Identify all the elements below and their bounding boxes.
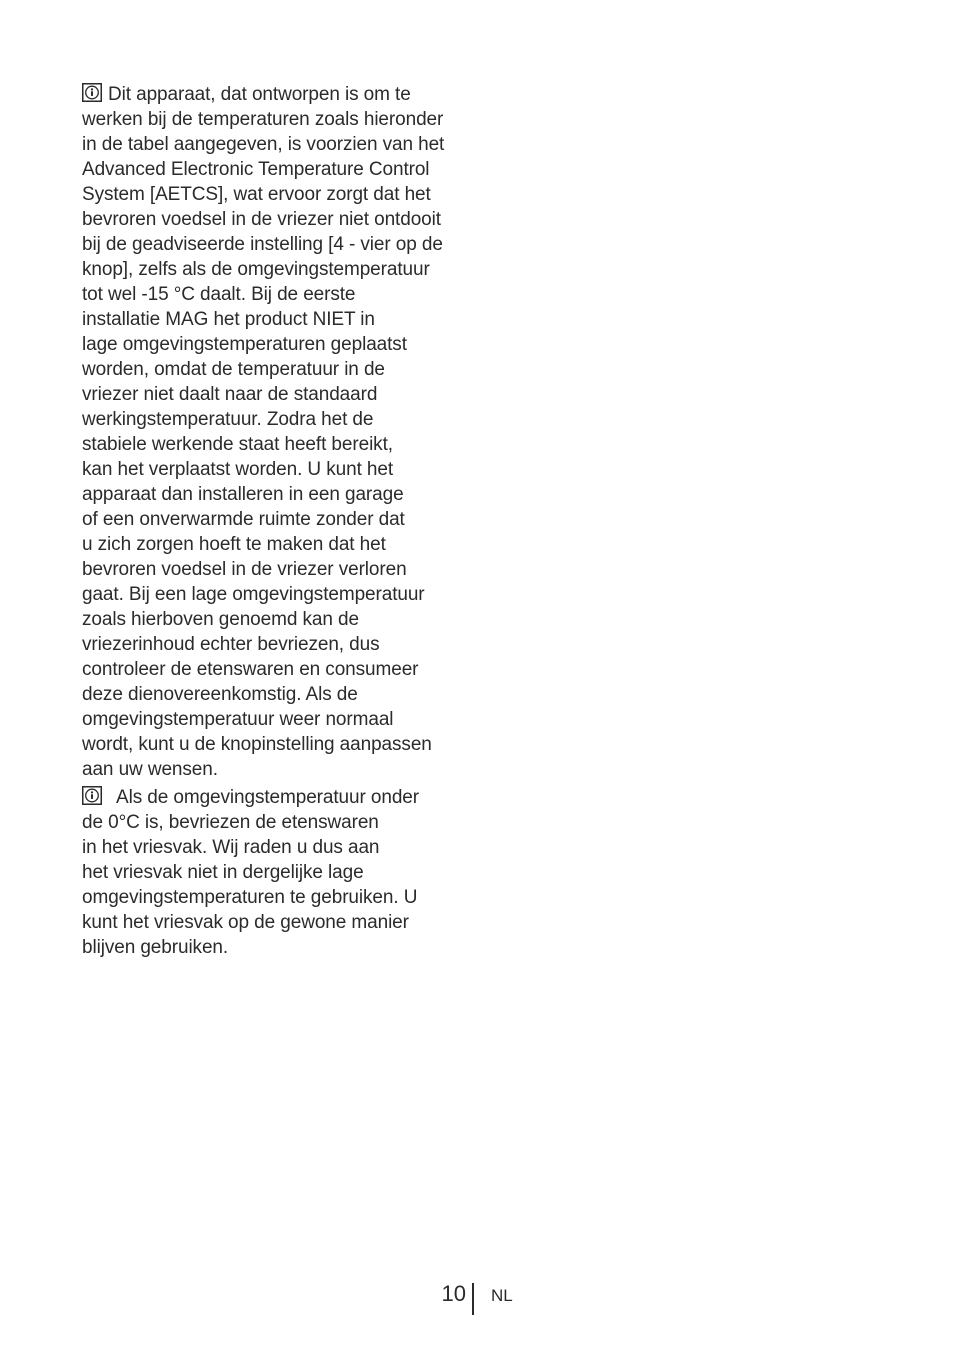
text-line-content: Als de omgevingstemperatuur onder [116,787,419,808]
info-icon [82,786,102,805]
page-footer [0,1281,954,1317]
language-code: NL [491,1286,513,1305]
text-line: blijven gebruiken. [82,937,229,958]
text-line: werkingstemperatuur. Zodra het de [82,409,374,430]
text-line: zoals hierboven genoemd kan de [82,609,359,630]
text-line: vriezerinhoud echter bevriezen, dus [82,634,380,655]
text-line: in de tabel aangegeven, is voorzien van het [82,134,445,155]
text-line: kunt het vriesvak op de gewone manier [82,912,409,933]
paragraph-aetcs [82,82,482,782]
text-line: werken bij de temperaturen zoals hieronder [82,109,444,130]
text-line: aan uw wensen. [82,759,218,780]
text-line: u zich zorgen hoeft te maken dat het [82,534,386,555]
text-line: het vriesvak niet in dergelijke lage [82,862,364,883]
text-line: controleer de etenswaren en consumeer [82,659,419,680]
text-line: worden, omdat de temperatuur in de [82,359,385,380]
text-line: omgevingstemperatuur weer normaal [82,709,394,730]
text-line-content: Dit apparaat, dat ontworpen is om te [108,84,411,105]
page-divider [472,1283,474,1315]
text-line: installatie MAG het product NIET in [82,309,375,330]
text-line: gaat. Bij een lage omgevingstemperatuur [82,584,425,605]
text-line: System [AETCS], wat ervoor zorgt dat het [82,184,431,205]
text-line: knop], zelfs als de omgevingstemperatuur [82,259,430,280]
text-line: apparaat dan installeren in een garage [82,484,404,505]
text-line: tot wel -15 °C daalt. Bij de eerste [82,284,356,305]
text-line: bevroren voedsel in de vriezer niet ontdooit [82,209,441,230]
text-line: Advanced Electronic Temperature Control [82,159,430,180]
text-line: stabiele werkende staat heeft bereikt, [82,434,393,455]
text-line [82,785,482,810]
info-icon [82,83,102,102]
text-line: bevroren voedsel in de vriezer verloren [82,559,407,580]
text-line [82,82,482,107]
text-column [82,82,482,960]
text-line: of een onverwarmde ruimte zonder dat [82,509,405,530]
text-line: deze dienovereenkomstig. Als de [82,684,358,705]
text-line: de 0°C is, bevriezen de etenswaren [82,812,379,833]
page-number: 10 [441,1281,466,1306]
text-line: vriezer niet daalt naar de standaard [82,384,378,405]
text-line: bij de geadviseerde instelling [4 - vier op de [82,234,443,255]
text-line: lage omgevingstemperaturen geplaatst [82,334,407,355]
text-line: in het vriesvak. Wij raden u dus aan [82,837,380,858]
text-line: wordt, kunt u de knopinstelling aanpassen [82,734,432,755]
paragraph-low-temperature [82,785,482,960]
text-line: kan het verplaatst worden. U kunt het [82,459,394,480]
text-line: omgevingstemperaturen te gebruiken. U [82,887,418,908]
